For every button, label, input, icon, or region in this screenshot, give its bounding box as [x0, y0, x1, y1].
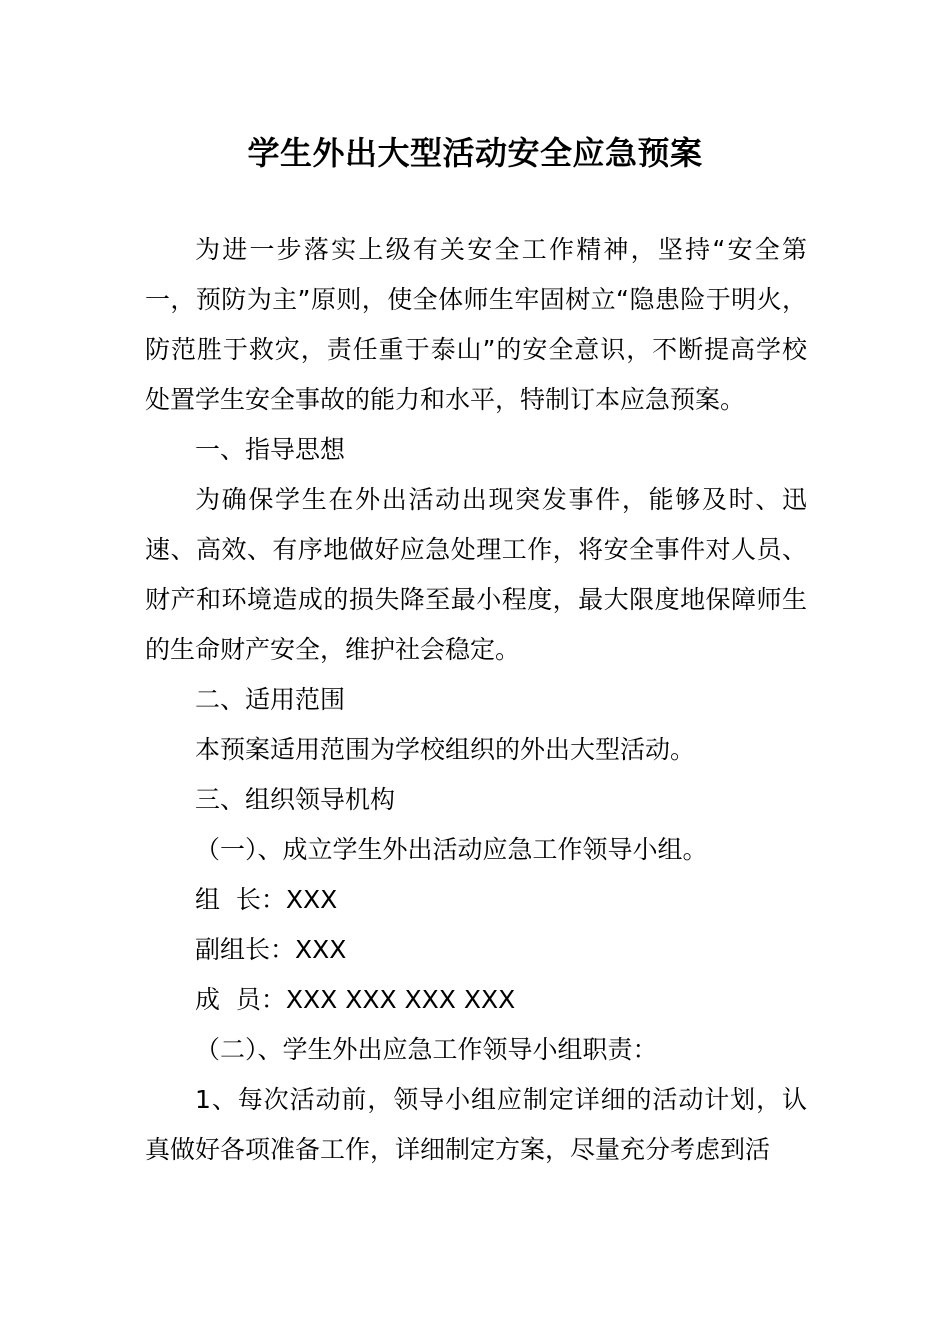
subsection-heading-responsibilities: （二）、学生外出应急工作领导小组职责：	[195, 1035, 658, 1064]
section-heading-scope: 二、适用范围	[195, 685, 346, 714]
subsection-heading-leading-group: （一）、成立学生外出活动应急工作领导小组。	[195, 835, 708, 864]
members-line: 成 员：XXX XXX XXX XXX	[195, 985, 516, 1014]
paragraph-intro: 为进一步落实上级有关安全工作精神，坚持“安全第一，预防为主”原则，使全体师生牢固树立“隐患险于明火，防范胜于救灾，责任重于泰山”的安全意识，不断提高学校处置学生安全事故的能力和水平，特制订本应急预案。	[145, 235, 807, 414]
group-leader-line: 组 长：XXX	[195, 885, 338, 914]
section-heading-guiding-thought: 一、指导思想	[195, 435, 346, 464]
deputy-leader-line: 副组长：XXX	[195, 935, 347, 964]
paragraph-responsibility-1: 1、每次活动前，领导小组应制定详细的活动计划，认真做好各项准备工作，详细制定方案，尽量充分考虑到活	[145, 1085, 807, 1164]
document-body	[145, 225, 807, 1175]
document-title: 学生外出大型活动安全应急预案	[247, 134, 703, 172]
paragraph-guiding-thought: 为确保学生在外出活动出现突发事件，能够及时、迅速、高效、有序地做好应急处理工作，将安全事件对人员、财产和环境造成的损失降至最小程度，最大限度地保障师生的生命财产安全，维护社会稳定。	[145, 485, 807, 664]
section-heading-organization: 三、组织领导机构	[195, 785, 396, 814]
paragraph-scope: 本预案适用范围为学校组织的外出大型活动。	[195, 735, 696, 764]
